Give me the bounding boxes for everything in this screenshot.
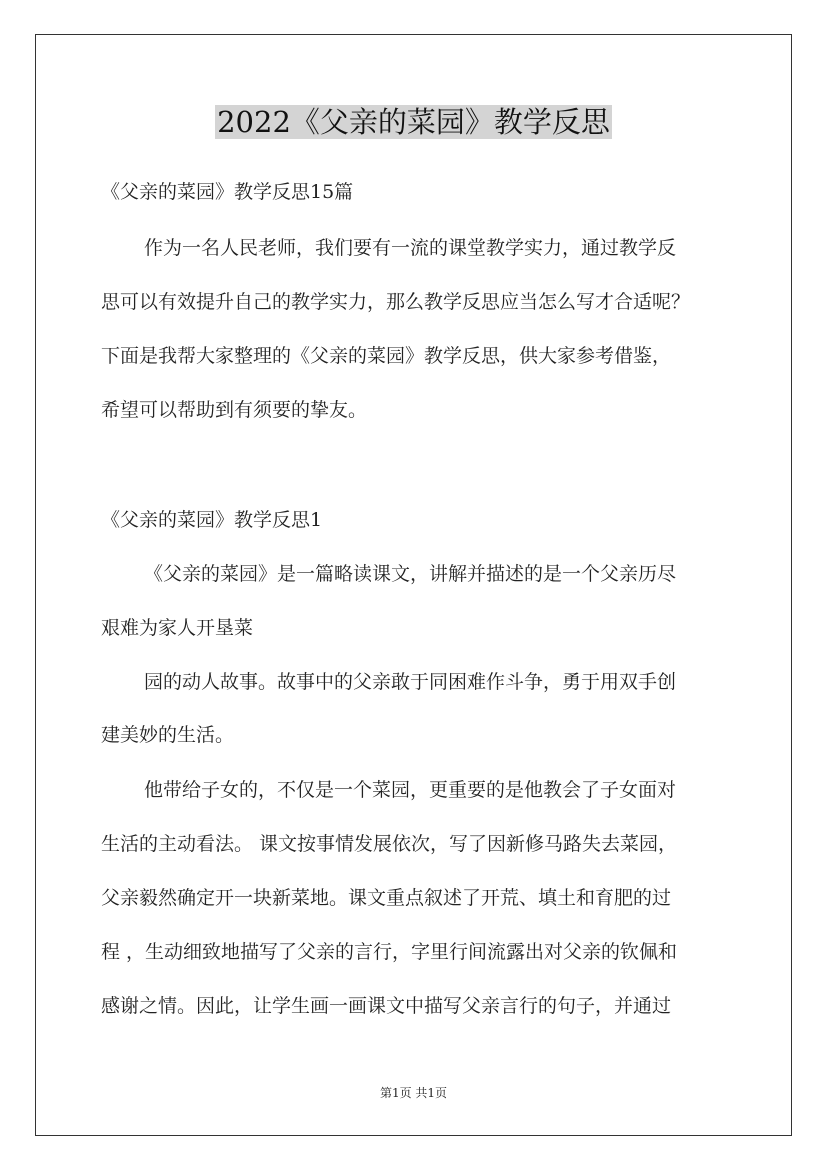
body-line: 他带给子女的，不仅是一个菜园，更重要的是他教会了子女面对 [144,779,677,801]
page-footer: 第1页 共1页 [379,1086,448,1100]
intro-line: 下面是我帮大家整理的《父亲的菜园》教学反思，供大家参考借鉴， [101,345,672,367]
intro-line: 作为一名人民老师，我们要有一流的课堂教学实力，通过教学反 [144,237,677,259]
body-line: 《父亲的菜园》是一篇略读课文，讲解并描述的是一个父亲历尽 [144,563,677,585]
intro-line: 思可以有效提升自己的教学实力，那么教学反思应当怎么写才合适呢？ [101,291,691,313]
subtitle: 《父亲的菜园》教学反思15篇 [101,181,354,203]
body-line: 艰难为家人开垦菜 [101,617,254,639]
body-line: 父亲毅然确定开一块新菜地。课文重点叙述了开荒、填土和育肥的过 [101,887,672,909]
intro-line: 希望可以帮助到有须要的挚友。 [101,399,368,421]
document-title: 2022《父亲的菜园》教学反思 [217,105,610,139]
section-heading: 《父亲的菜园》教学反思1 [101,509,323,531]
document-title-row [0,102,827,142]
body-line: 园的动人故事。故事中的父亲敢于同困难作斗争，勇于用双手创 [144,671,677,693]
body-line: 生活的主动看法。 课文按事情发展依次，写了因新修马路失去菜园， [101,833,678,855]
body-line: 程 ，生动细致地描写了父亲的言行，字里行间流露出对父亲的钦佩和 [101,941,678,963]
body-line: 建美妙的生活。 [101,724,235,746]
body-line: 感谢之情。因此，让学生画一画课文中描写父亲言行的句子，并通过 [101,995,672,1017]
